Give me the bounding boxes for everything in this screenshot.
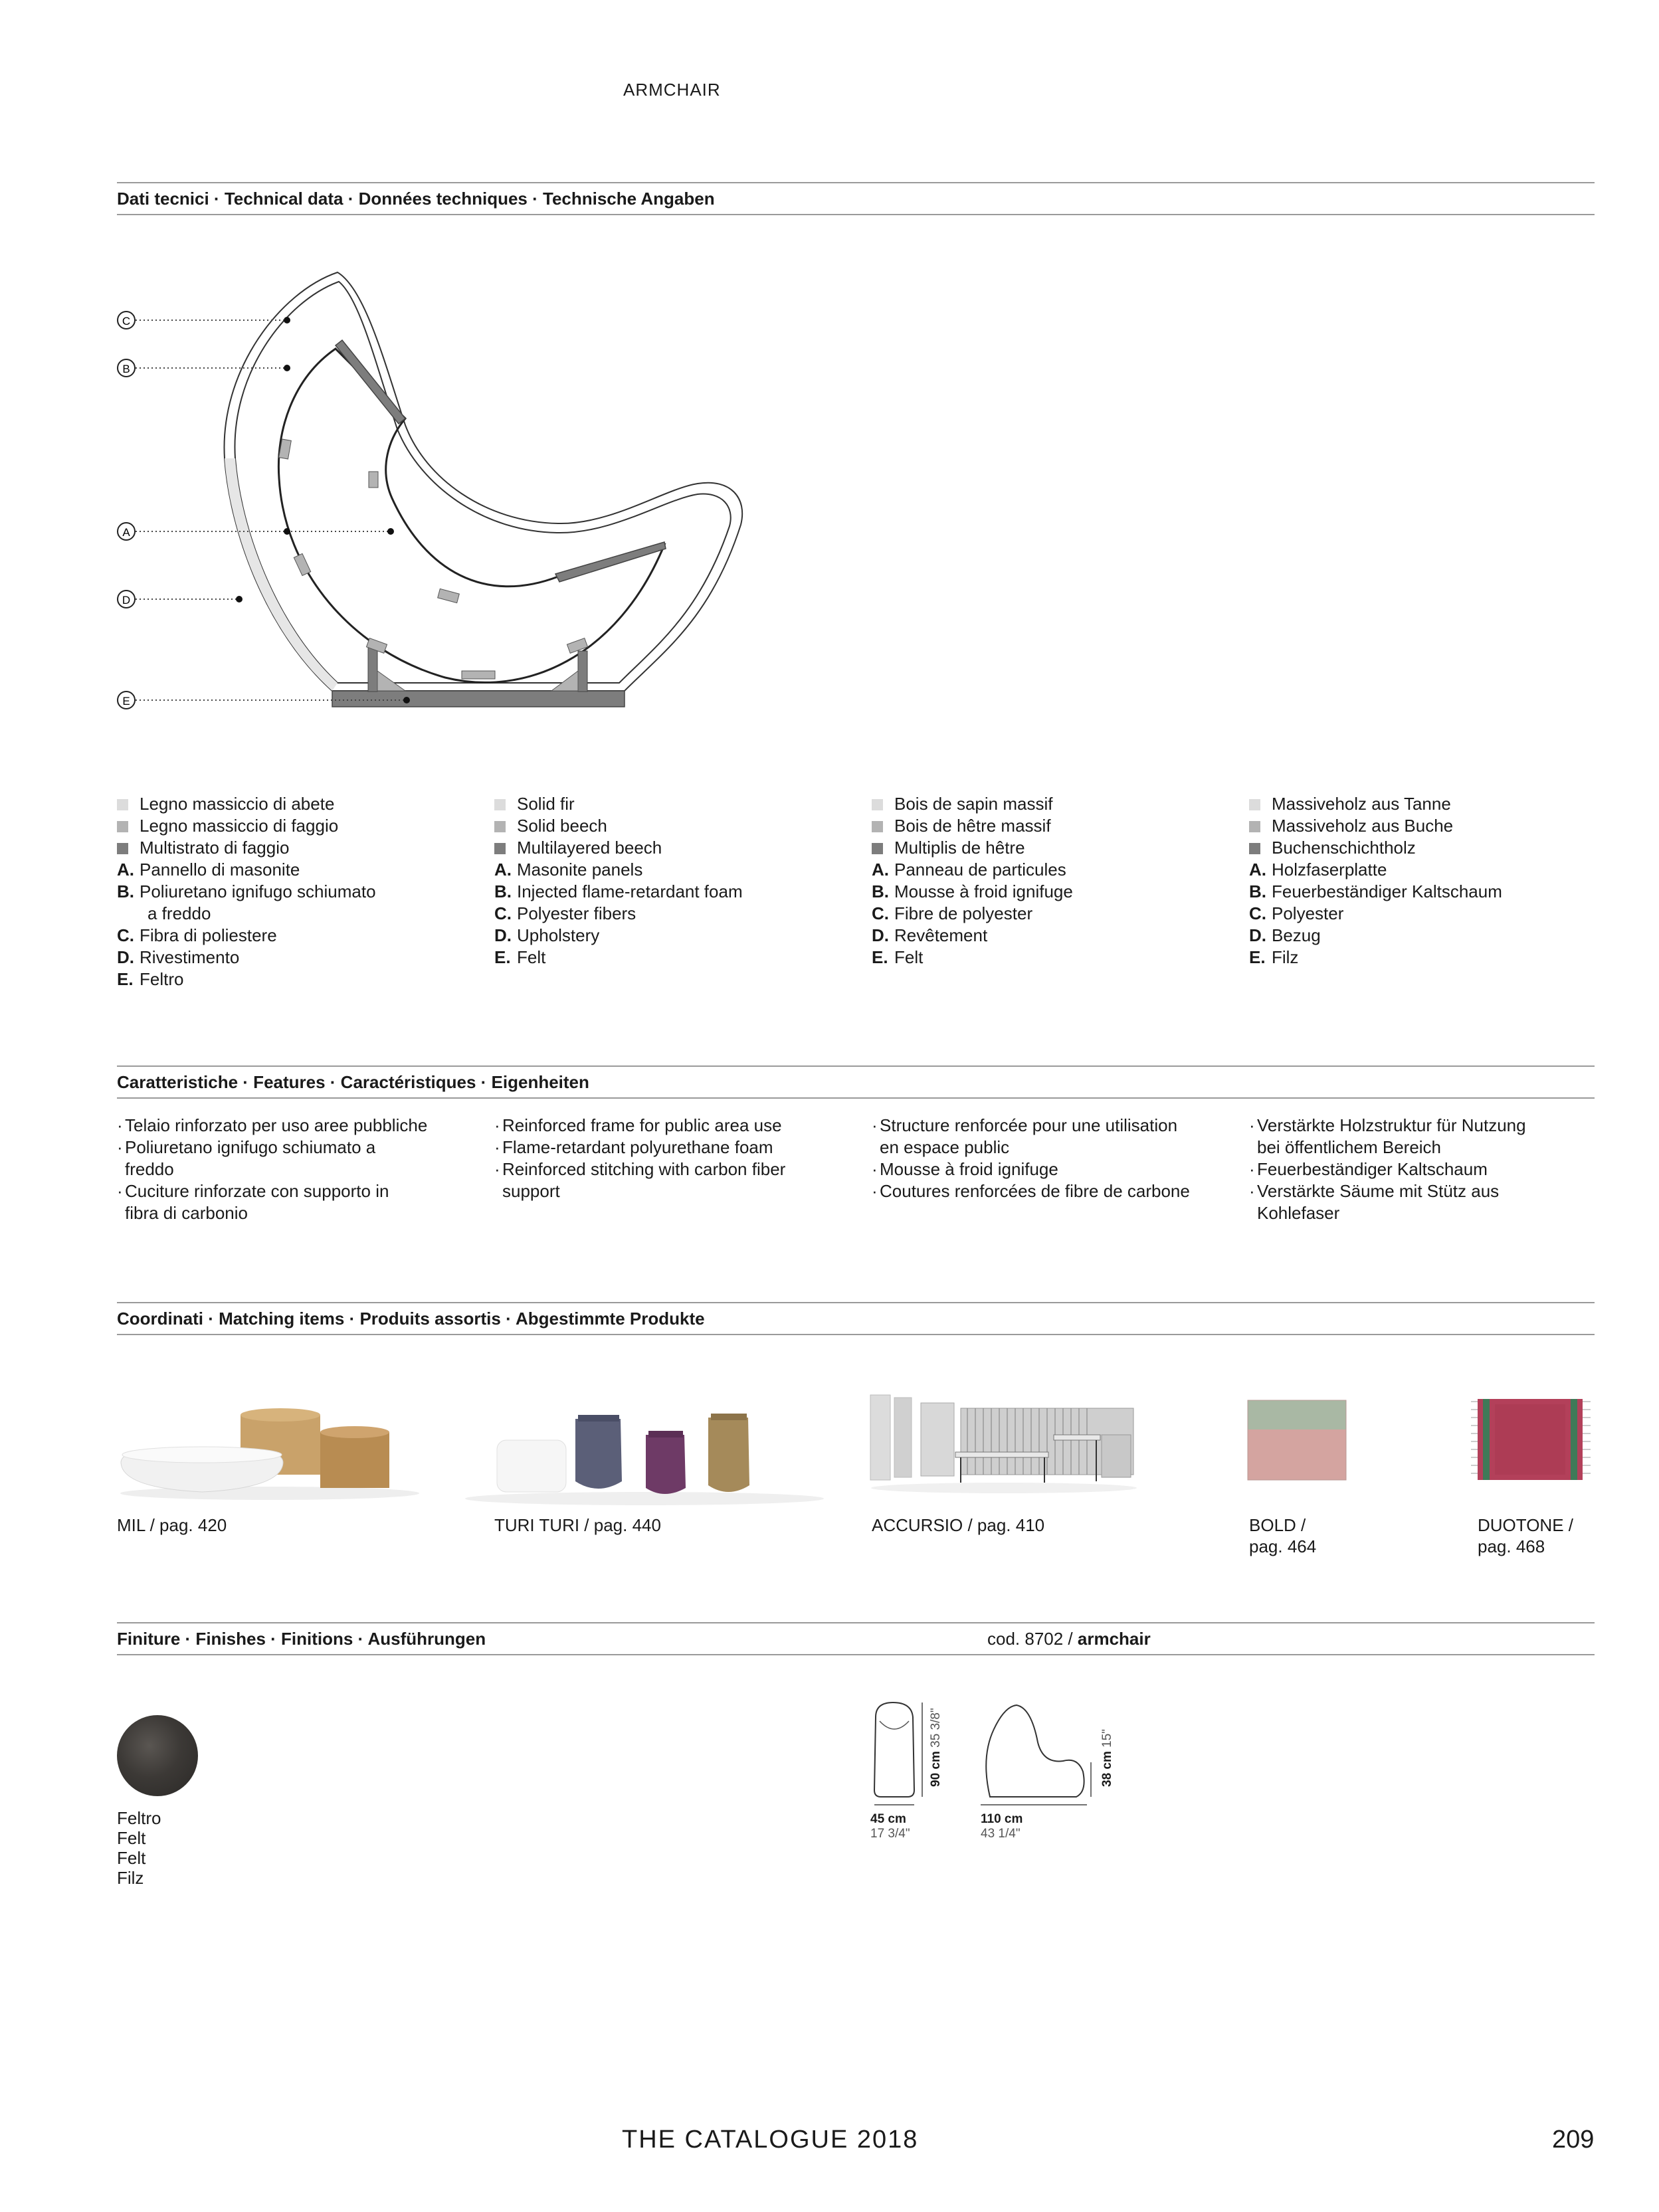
finish-names <box>117 1808 161 1888</box>
legend-part: D. Rivestimento <box>117 947 240 967</box>
legend-part: E. Filz <box>1249 947 1299 967</box>
swatch-dark <box>872 843 883 854</box>
legend-column-it <box>117 793 489 990</box>
legend-part: C. Polyester <box>1249 903 1344 923</box>
inner-shell-line <box>235 282 730 683</box>
accursio-product-image[interactable] <box>868 1388 1140 1495</box>
base-frame <box>332 691 625 707</box>
legend-material: Buchenschichtholz <box>1249 837 1621 859</box>
swatch-light <box>872 799 883 810</box>
legend-column-en <box>494 793 866 968</box>
features-header <box>117 1065 1595 1099</box>
turi-turi-product-image[interactable] <box>458 1402 830 1508</box>
feature-item: · Feuerbeständiger Kaltschaum <box>1249 1158 1608 1180</box>
legend-column-fr <box>872 793 1244 968</box>
legend-part: D. Upholstery <box>494 925 600 945</box>
svg-text:C: C <box>122 315 131 327</box>
legend-material: Solid beech <box>494 815 866 837</box>
feature-item: · Cuciture rinforzate con supporto in fibra di carbonio <box>117 1180 476 1224</box>
section-title: Caratteristiche · Features · Caractéristiques · Eigenheiten <box>117 1072 589 1092</box>
swatch-light <box>494 799 506 810</box>
features-column-de <box>1249 1115 1608 1224</box>
features-column-it <box>117 1115 476 1224</box>
dim-seat-height: 38 cm 15" <box>1100 1728 1114 1787</box>
legend-part: A. Pannello di masonite <box>117 860 300 879</box>
legend-material: Multistrato di faggio <box>117 837 489 859</box>
feature-item: · Poliuretano ignifugo schiumato a freddo <box>117 1137 476 1180</box>
legend-material: Bois de sapin massif <box>872 793 1244 815</box>
legend-part: C. Fibre de polyester <box>872 903 1033 923</box>
feature-item: · Telaio rinforzato per uso aree pubbliche <box>117 1115 476 1137</box>
match-label-mil[interactable]: MIL / pag. 420 <box>117 1515 227 1535</box>
legend-part: B. Injected flame-retardant foam <box>494 881 743 901</box>
svg-text:B: B <box>122 363 130 375</box>
legend-part: E. Felt <box>872 947 924 967</box>
legend-material: Multiplis de hêtre <box>872 837 1244 859</box>
legend-part: E. Feltro <box>117 969 184 989</box>
fir-block <box>438 589 460 602</box>
swatch-medium <box>872 821 883 832</box>
feature-item: · Mousse à froid ignifuge <box>872 1158 1230 1180</box>
product-category: ARMCHAIR <box>623 80 721 100</box>
section-svg <box>113 259 757 731</box>
bold-product-image[interactable] <box>1244 1398 1350 1484</box>
feature-item: · Verstärkte Säume mit Stütz aus Kohlefaser <box>1249 1180 1608 1224</box>
swatch-medium <box>117 821 128 832</box>
catalogue-title: THE CATALOGUE 2018 <box>622 2126 919 2154</box>
feature-item: · Structure renforcée pour une utilisation en espace public <box>872 1115 1230 1158</box>
swatch-light <box>117 799 128 810</box>
feature-item: · Reinforced stitching with carbon fiber support <box>494 1158 853 1202</box>
swatch-dark <box>1249 843 1260 854</box>
legend-part: D. Bezug <box>1249 925 1321 945</box>
feature-item: · Reinforced frame for public area use <box>494 1115 853 1137</box>
match-label-bold[interactable]: BOLD / pag. 464 <box>1249 1515 1317 1556</box>
legend-part: D. Revêtement <box>872 925 988 945</box>
felt-finish-swatch[interactable] <box>117 1715 198 1796</box>
matching-header <box>117 1302 1595 1335</box>
feature-item: · Flame-retardant polyurethane foam <box>494 1137 853 1158</box>
features-column-en <box>494 1115 853 1202</box>
callout-b <box>118 359 290 377</box>
finish-name-de: Filz <box>117 1868 144 1888</box>
mil-product-image[interactable] <box>117 1395 423 1501</box>
fir-block <box>294 553 310 575</box>
legend-material: Multilayered beech <box>494 837 866 859</box>
legend-part: B. Feuerbeständiger Kaltschaum <box>1249 881 1502 901</box>
dim-front-width: 45 cm 17 3/4" <box>870 1812 910 1841</box>
base-leg-right <box>578 651 587 691</box>
base-brace <box>551 671 578 691</box>
fir-block <box>462 671 495 679</box>
svg-text:D: D <box>122 594 131 606</box>
svg-text:A: A <box>122 526 130 539</box>
match-label-turi-turi[interactable]: TURI TURI / pag. 440 <box>494 1515 661 1535</box>
technical-data-header <box>117 182 1595 215</box>
section-title: Coordinati · Matching items · Produits assortis · Abgestimmte Produkte <box>117 1309 705 1329</box>
legend-part: A. Panneau de particules <box>872 860 1066 879</box>
legend-material: Solid fir <box>494 793 866 815</box>
finish-name-en: Felt <box>117 1828 146 1848</box>
callout-d <box>118 591 243 608</box>
legend-column-de <box>1249 793 1621 968</box>
dim-side-depth: 110 cm 43 1/4" <box>981 1812 1023 1841</box>
armchair-section-drawing <box>113 259 757 731</box>
finish-name-fr: Felt <box>117 1848 146 1868</box>
legend-part: B. Mousse à froid ignifuge <box>872 881 1073 901</box>
legend-material: Legno massiccio di abete <box>117 793 489 815</box>
svg-text:E: E <box>122 695 130 707</box>
swatch-dark <box>117 843 128 854</box>
product-code: cod. 8702 / armchair <box>987 1629 1151 1649</box>
swatch-medium <box>1249 821 1260 832</box>
legend-part: C. Fibra di poliestere <box>117 925 277 945</box>
legend-part: A. Masonite panels <box>494 860 643 879</box>
match-label-accursio[interactable]: ACCURSIO / pag. 410 <box>872 1515 1045 1535</box>
feature-item: · Coutures renforcées de fibre de carbone <box>872 1180 1230 1202</box>
legend-part: A. Holzfaserplatte <box>1249 860 1387 879</box>
base-leg-left <box>368 648 377 691</box>
legend-part: E. Felt <box>494 947 546 967</box>
section-title: Dati tecnici · Technical data · Données techniques · Technische Angaben <box>117 189 715 209</box>
legend-material: Bois de hêtre massif <box>872 815 1244 837</box>
outer-shell-line <box>225 272 743 691</box>
page-number: 209 <box>1552 2126 1595 2154</box>
legend-part: B. Poliuretano ignifugo schiumato <box>117 881 376 901</box>
dim-height: 90 cm 35 3/8" <box>929 1708 943 1787</box>
legend-material: Legno massiccio di faggio <box>117 815 489 837</box>
section-title: Finiture · Finishes · Finitions · Ausführungen <box>117 1629 486 1649</box>
fir-block <box>369 472 378 488</box>
match-label-duotone[interactable]: DUOTONE / pag. 468 <box>1478 1515 1573 1556</box>
duotone-product-image[interactable] <box>1468 1398 1595 1484</box>
legend-part-continued: a freddo <box>147 903 211 923</box>
feature-item: · Verstärkte Holzstruktur für Nutzung bei öffentlichem Bereich <box>1249 1115 1608 1158</box>
legend-material: Massiveholz aus Tanne <box>1249 793 1621 815</box>
backrest-panel <box>336 340 405 424</box>
swatch-dark <box>494 843 506 854</box>
base-brace <box>377 671 405 691</box>
legend-part: C. Polyester fibers <box>494 903 636 923</box>
features-column-fr <box>872 1115 1230 1202</box>
swatch-light <box>1249 799 1260 810</box>
callout-c <box>118 312 290 329</box>
swatch-medium <box>494 821 506 832</box>
callout-a <box>118 523 394 540</box>
legend-material: Massiveholz aus Buche <box>1249 815 1621 837</box>
finish-name-it: Feltro <box>117 1808 161 1828</box>
finishes-header <box>117 1622 1595 1655</box>
